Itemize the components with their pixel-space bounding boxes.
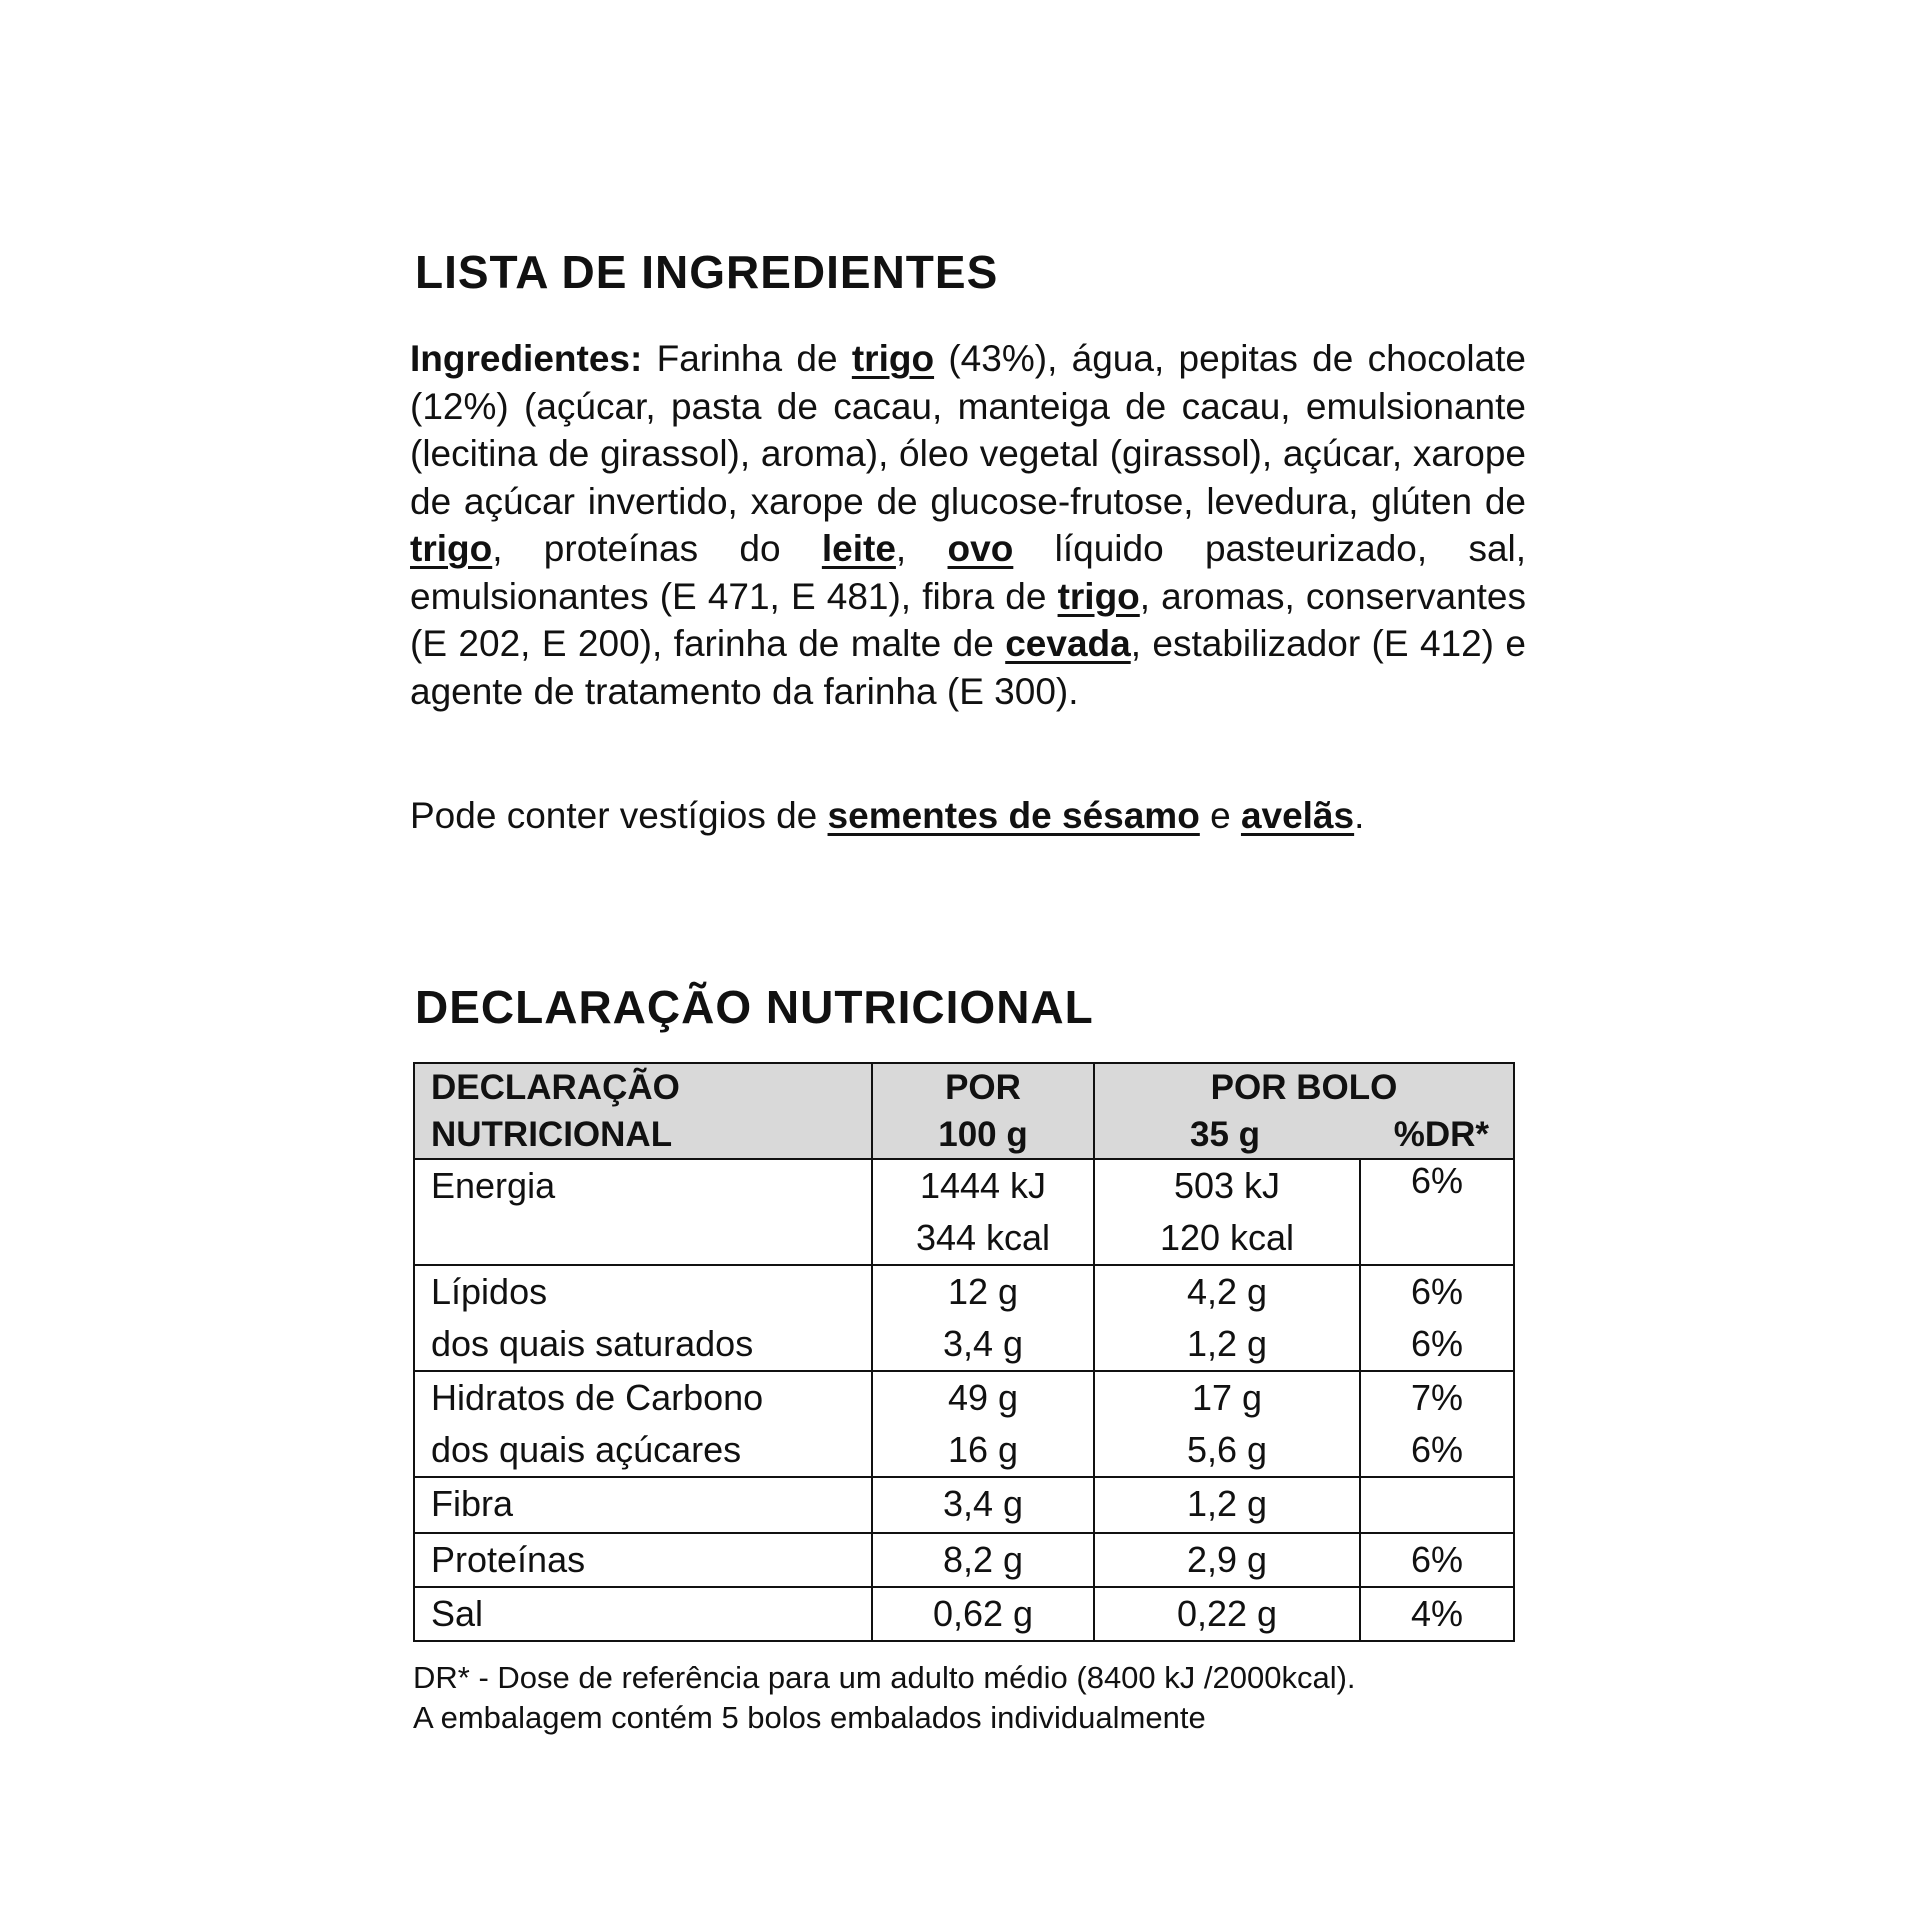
ingredients-text: , proteínas do (492, 528, 822, 569)
ingredients-label: Ingredientes: (410, 338, 643, 379)
row-label (414, 1371, 872, 1477)
value-kj: 1444 kJ (919, 1165, 1047, 1206)
dr-value (1360, 1477, 1514, 1533)
dr-value (1360, 1371, 1514, 1477)
value-sub: 16 g (947, 1429, 1019, 1470)
ingredients-text: (43%), água, pepitas de chocolate (12%) (açúcar, pasta de cacau, manteiga de cacau, emulsionante (lecitina de girassol), aroma), óleo vegetal (girassol), açúcar, xarope de açúcar invertido, xarope de glucose-frutose, levedura, glúten de (410, 338, 1526, 522)
value-main: 1,2 g (1186, 1483, 1268, 1524)
header-line: 100 g (938, 1115, 1028, 1154)
row-sublabel-text: dos quais açúcares (431, 1429, 742, 1470)
perbolo-value (1094, 1477, 1360, 1533)
row-label-text: Energia (431, 1165, 556, 1206)
ingredients-text: , (895, 528, 948, 569)
traces-prefix: Pode conter vestígios de (410, 795, 828, 836)
ingredients-text: Farinha de (642, 338, 852, 379)
per100-value (872, 1587, 1094, 1641)
nutrition-heading: DECLARAÇÃO NUTRICIONAL (415, 981, 1094, 1033)
row-sublabel-text: dos quais saturados (431, 1323, 754, 1364)
allergen-highlight: avelãs (1240, 795, 1355, 836)
value-main: 8,2 g (942, 1539, 1024, 1580)
header-subline (1095, 1111, 1513, 1158)
dr-text: 6% (1410, 1160, 1464, 1201)
value-sub: 3,4 g (942, 1323, 1024, 1364)
allergen-highlight: trigo (1057, 575, 1140, 617)
table-row-proteinas (414, 1533, 1514, 1587)
table-header-row (414, 1063, 1514, 1159)
perbolo-value (1094, 1587, 1360, 1641)
ingredients-text: , estabilizador (E 412) e agente de tratamento da farinha (E 300). (410, 623, 1526, 712)
row-label-text: Sal (431, 1593, 484, 1634)
row-label (414, 1533, 872, 1587)
header-line: POR BOLO (1210, 1068, 1398, 1107)
value-sub: 1,2 g (1186, 1323, 1268, 1364)
ingredients-text: , aromas, conservantes (E 202, E 200), farinha de malte de (410, 575, 1527, 664)
row-label-text: Fibra (431, 1483, 514, 1524)
per100-value (872, 1159, 1094, 1265)
value-main: 4,2 g (1186, 1271, 1268, 1312)
value-main: 12 g (947, 1271, 1019, 1312)
allergen-highlight: trigo (410, 528, 493, 569)
row-label-text: Lípidos (431, 1271, 548, 1312)
row-label-text: Proteínas (431, 1539, 586, 1580)
row-label (414, 1159, 872, 1265)
dr-value (1360, 1587, 1514, 1641)
dr-text: 6% (1410, 1271, 1464, 1312)
value-main: 0,22 g (1176, 1593, 1278, 1634)
perbolo-value (1094, 1159, 1360, 1265)
value-main: 0,62 g (932, 1593, 1034, 1634)
dr-text: 6% (1410, 1539, 1464, 1580)
value-main: 49 g (947, 1377, 1019, 1418)
header-line: NUTRICIONAL (431, 1115, 673, 1154)
header-line: DECLARAÇÃO (431, 1068, 680, 1107)
traces-statement (410, 795, 1364, 837)
footnote-dr: DR* - Dose de referência para um adulto médio (8400 kJ /2000kcal). (413, 1660, 1356, 1695)
row-label (414, 1477, 872, 1533)
value-main: 2,9 g (1186, 1539, 1268, 1580)
header-portion: 35 g (1190, 1115, 1261, 1154)
value-kcal: 120 kcal (1159, 1217, 1295, 1258)
ingredients-paragraph (410, 335, 1526, 715)
value-kcal: 344 kcal (915, 1217, 1051, 1258)
perbolo-value (1094, 1265, 1360, 1371)
table-row-lipidos (414, 1265, 1514, 1371)
value-sub: 5,6 g (1186, 1429, 1268, 1470)
header-declaracao (414, 1063, 872, 1159)
perbolo-value (1094, 1371, 1360, 1477)
allergen-highlight: sementes de sésamo (827, 795, 1200, 836)
nutrition-table (413, 1062, 1515, 1642)
footnote-package: A embalagem contém 5 bolos embalados individualmente (413, 1700, 1206, 1735)
allergen-highlight: trigo (851, 338, 935, 379)
value-main: 17 g (1191, 1377, 1263, 1418)
table-row-fibra (414, 1477, 1514, 1533)
table-row-energia (414, 1159, 1514, 1265)
allergen-highlight: leite (821, 528, 896, 569)
per100-value (872, 1265, 1094, 1371)
traces-connector: e (1199, 795, 1241, 836)
per100-value (872, 1371, 1094, 1477)
dr-text: 4% (1410, 1593, 1464, 1634)
dr-value (1360, 1159, 1514, 1265)
header-per-100g (872, 1063, 1094, 1159)
dr-value (1360, 1533, 1514, 1587)
traces-suffix: . (1354, 795, 1365, 836)
table-row-hidratos (414, 1371, 1514, 1477)
value-kj: 503 kJ (1173, 1165, 1281, 1206)
ingredients-heading: LISTA DE INGREDIENTES (415, 246, 999, 298)
perbolo-value (1094, 1533, 1360, 1587)
row-label-text: Hidratos de Carbono (431, 1377, 764, 1418)
allergen-highlight: ovo (947, 528, 1014, 569)
dr-text: 7% (1410, 1377, 1464, 1418)
per100-value (872, 1533, 1094, 1587)
dr-text: 6% (1410, 1429, 1464, 1470)
value-main: 3,4 g (942, 1483, 1024, 1524)
allergen-highlight: cevada (1005, 623, 1131, 664)
per100-value (872, 1477, 1094, 1533)
dr-value (1360, 1265, 1514, 1371)
dr-text: 6% (1410, 1323, 1464, 1364)
header-line: POR (945, 1068, 1021, 1107)
header-dr: %DR* (1393, 1115, 1489, 1154)
row-label (414, 1265, 872, 1371)
row-label (414, 1587, 872, 1641)
ingredients-text: líquido pasteurizado, sal, emulsionantes (E 471, E 481), fibra de (410, 528, 1527, 617)
table-row-sal (414, 1587, 1514, 1641)
header-per-bolo (1094, 1063, 1514, 1159)
nutrition-footnote (413, 1658, 1356, 1738)
